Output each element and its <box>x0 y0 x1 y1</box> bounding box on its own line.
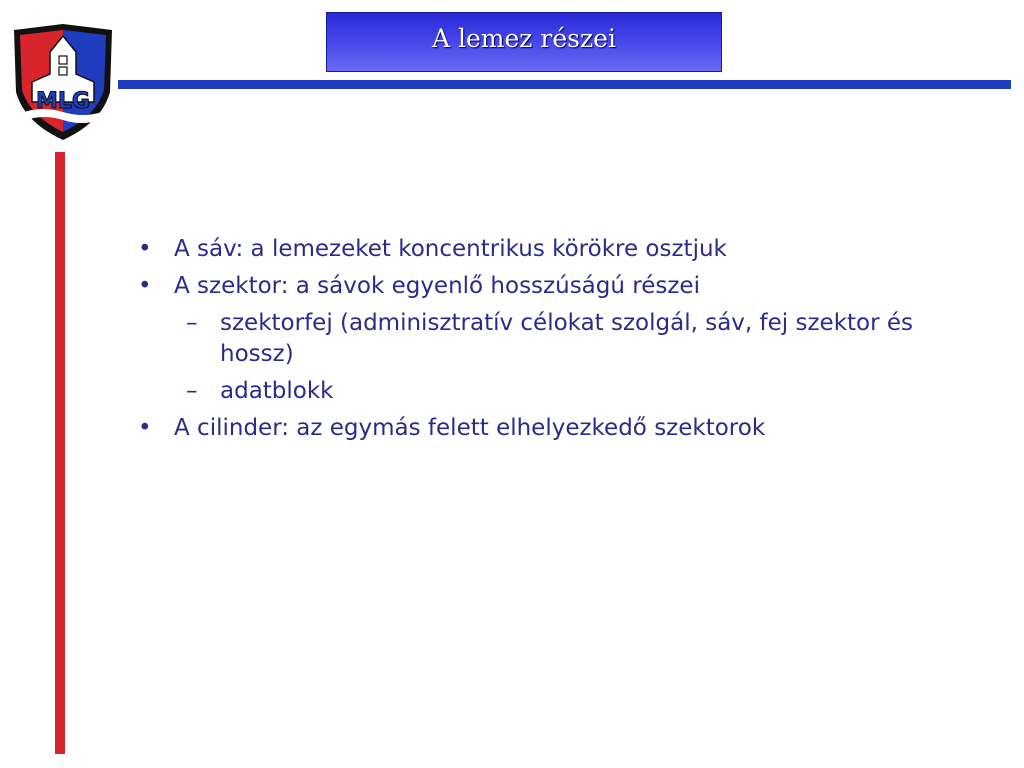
bullet-icon: • <box>138 273 152 299</box>
sub-list-item <box>134 376 984 407</box>
sub-list-item-text: adatblokk <box>220 378 334 404</box>
list-item-text: A szektor: a sávok egyenlő hosszúságú részei <box>174 273 700 299</box>
dash-icon: – <box>186 378 198 404</box>
bullet-list <box>134 234 984 302</box>
slide-title: A lemez részei <box>432 23 616 53</box>
sub-list-item <box>134 308 984 370</box>
list-item <box>134 271 984 302</box>
list-item-text: A cilinder: az egymás felett elhelyezkedő szektorok <box>174 415 766 441</box>
title-banner <box>326 12 722 72</box>
dash-icon: – <box>186 310 198 336</box>
bullet-icon: • <box>138 236 152 262</box>
side-divider <box>55 152 65 754</box>
list-item <box>134 234 984 265</box>
slide-content <box>134 234 984 450</box>
bullet-list <box>134 413 984 444</box>
sub-list <box>134 308 984 407</box>
list-item <box>134 413 984 444</box>
bullet-icon: • <box>138 415 152 441</box>
list-item-text: A sáv: a lemezeket koncentrikus körökre osztjuk <box>174 236 727 262</box>
top-divider <box>118 80 1011 89</box>
crest-icon <box>10 22 116 144</box>
school-crest-logo <box>10 22 116 144</box>
sub-list-item-text: szektorfej (adminisztratív célokat szolgál, sáv, fej szektor és hossz) <box>220 310 913 367</box>
crest-logo-text: MLG <box>36 89 90 114</box>
